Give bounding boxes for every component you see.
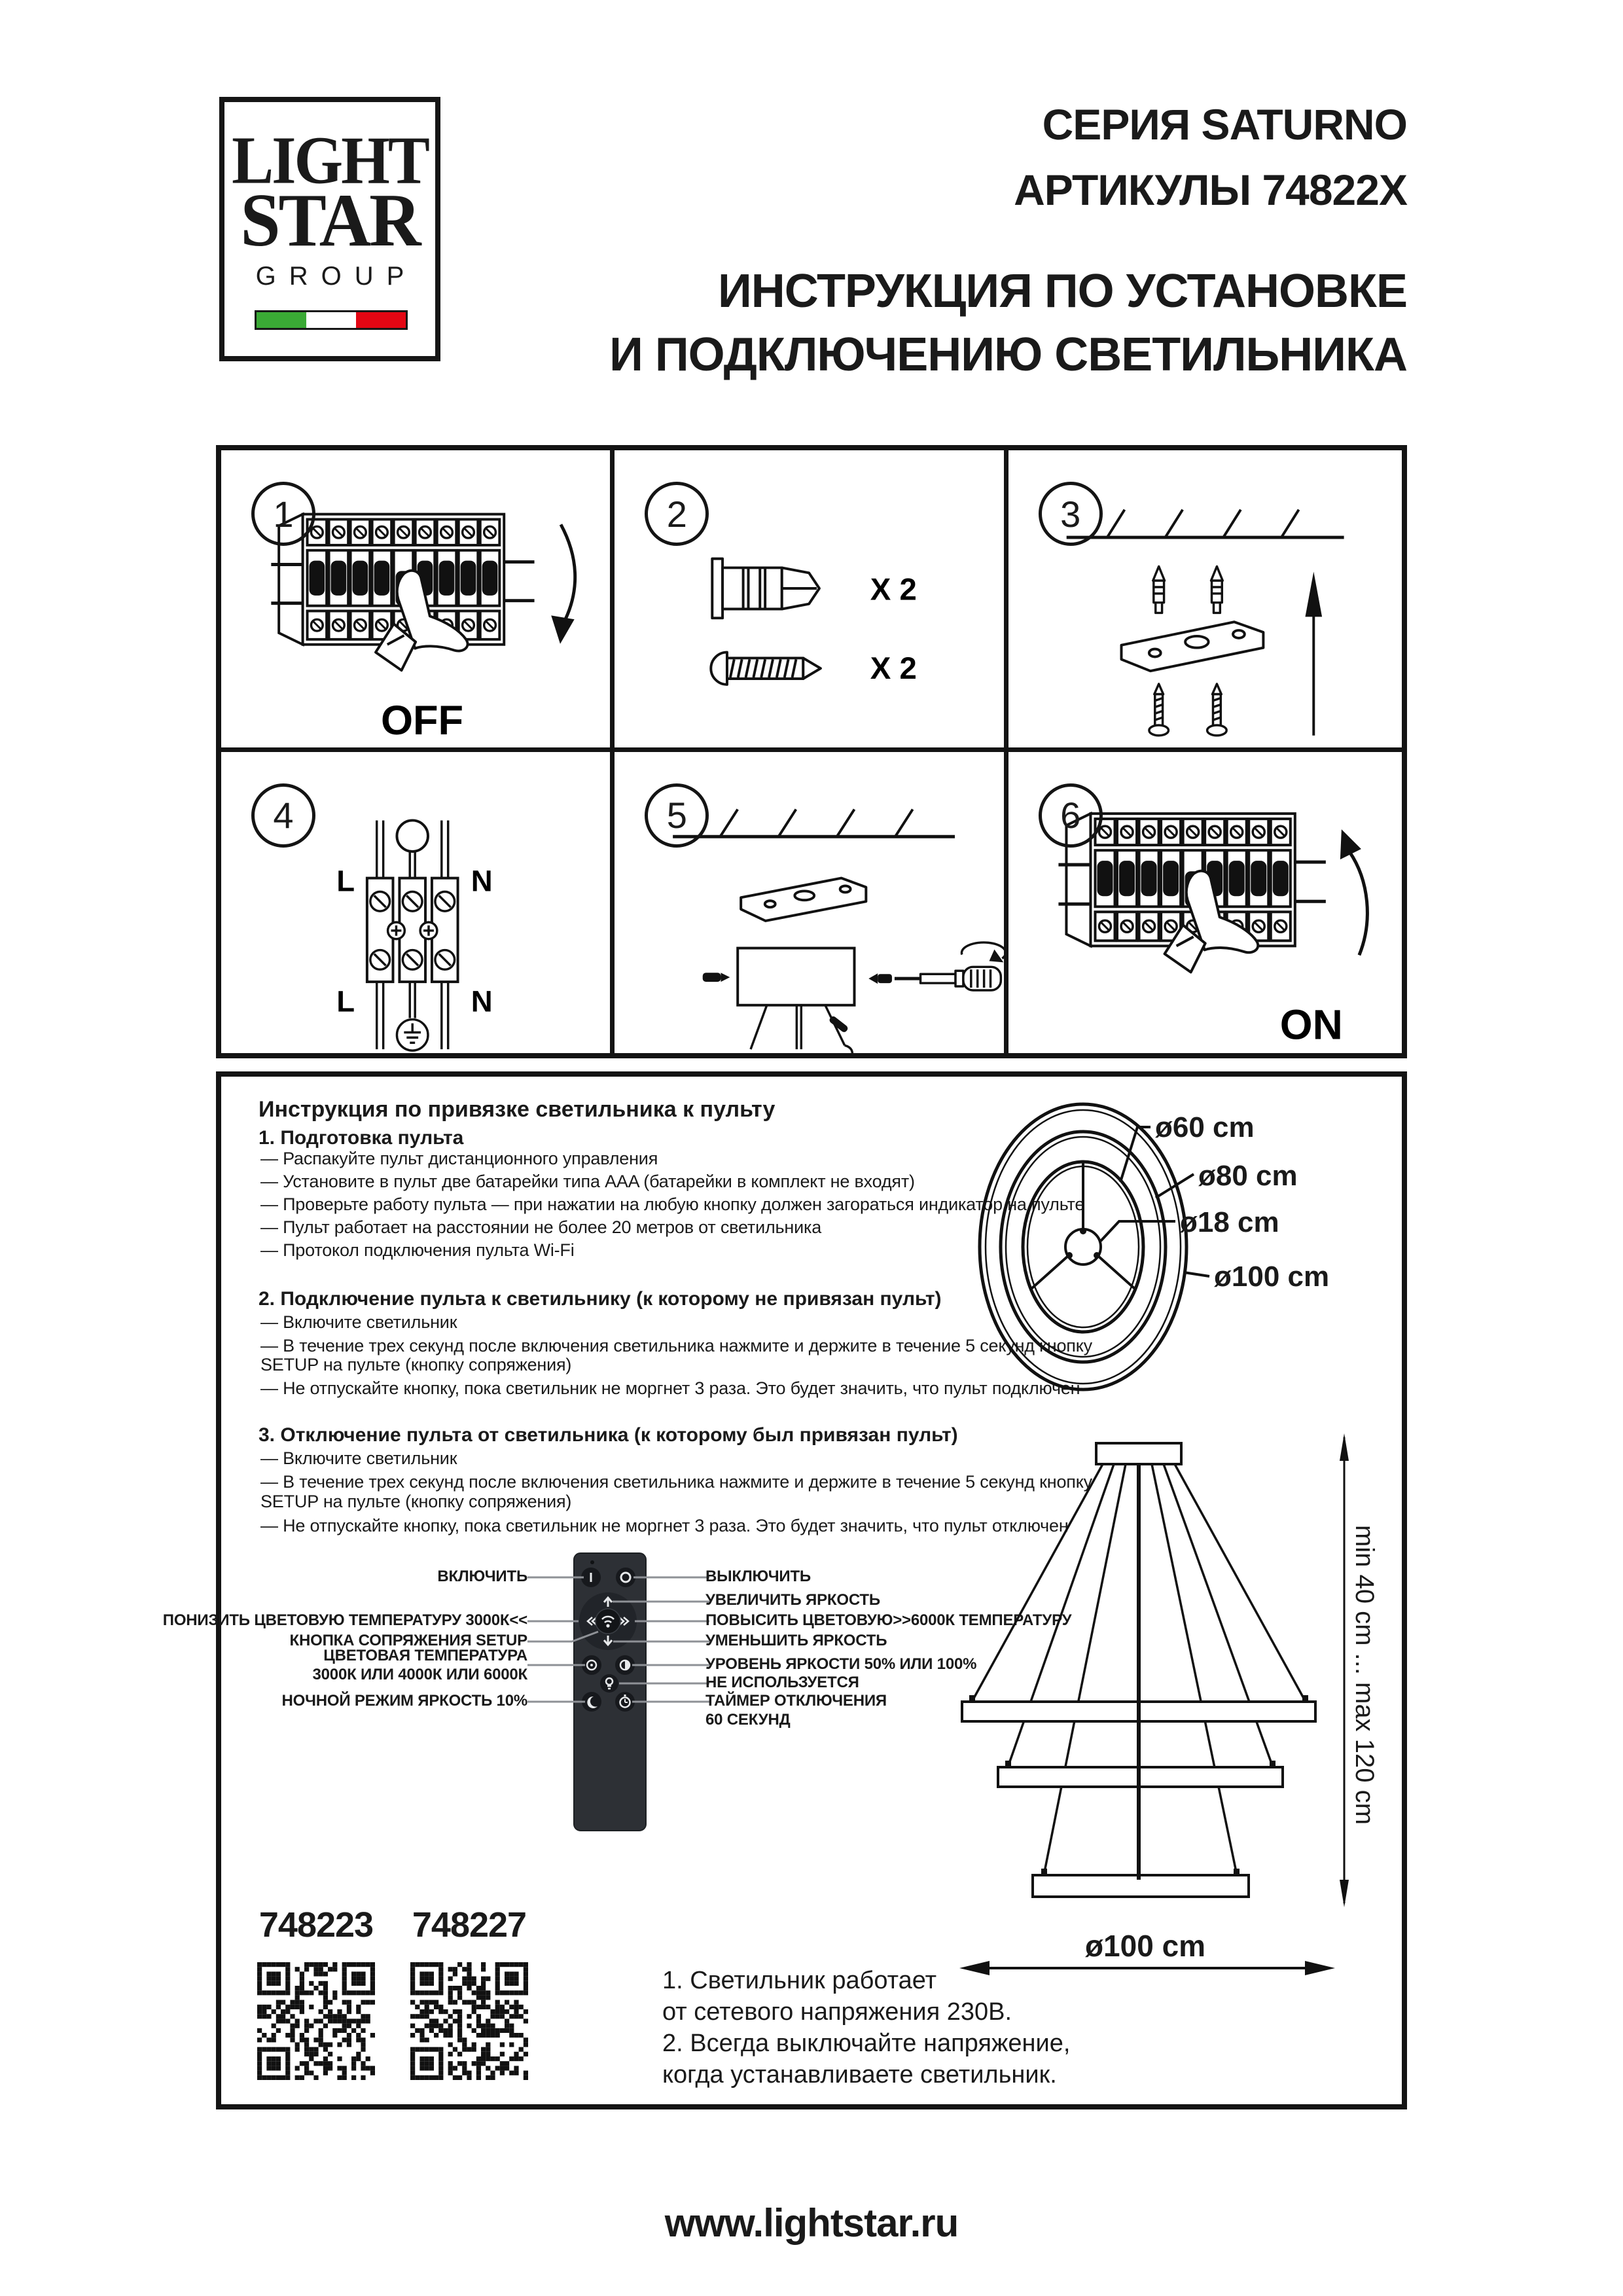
section-1-item: — Установите в пульт две батарейки типа AAA (батарейки в комплект не входят) xyxy=(260,1172,915,1191)
side-screw-left-icon xyxy=(703,973,730,982)
mounting-bracket-icon xyxy=(741,878,866,920)
side-screw-right-icon xyxy=(869,973,893,984)
on-label: ON xyxy=(1279,1000,1343,1048)
ring-diameter-100-label: ø100 cm xyxy=(1214,1261,1330,1293)
qr-code-748223 xyxy=(257,1962,375,2080)
ceiling-line xyxy=(673,809,955,836)
ring-diameter-18-label: ø18 cm xyxy=(1180,1206,1279,1238)
ring-diameter-80-label: ø80 cm xyxy=(1198,1160,1298,1192)
step-4-number: 4 xyxy=(251,783,315,848)
arrow-down-head xyxy=(551,615,574,643)
mounting-bracket-icon xyxy=(1121,622,1263,671)
section-2-item: — Не отпускайте кнопку, пока светильник не моргнет 3 раза. Это будет значить, что пульт подключен xyxy=(260,1378,1080,1398)
arrow-up-icon xyxy=(1349,852,1367,955)
ring-diameter-60-label: ø60 cm xyxy=(1155,1111,1255,1143)
rotation-arrow-head xyxy=(990,949,1004,962)
website-url: www.lightstar.ru xyxy=(664,2201,959,2245)
section-3-item: SETUP на пульте (кнопку сопряжения) xyxy=(260,1492,572,1511)
section-1-item: — Распакуйте пульт дистанционного управления xyxy=(260,1149,658,1168)
step-4-panel xyxy=(221,752,615,1054)
section-1-item: — Проверьте работу пульта — при нажатии на любую кнопку должен загораться индикатор на пульте xyxy=(260,1194,1085,1214)
step-5-number: 5 xyxy=(645,783,709,848)
article-number-748223: 748223 xyxy=(259,1905,374,1945)
remote-label-color-temperature-line2: 3000К ИЛИ 4000К ИЛИ 6000К xyxy=(312,1666,527,1683)
step-5-panel xyxy=(615,752,1008,1054)
flag-green xyxy=(257,312,306,328)
logo-word-light: LIGHT xyxy=(232,122,428,198)
step-2-panel xyxy=(615,450,1008,752)
remote-label-setup: КНОПКА СОПРЯЖЕНИЯ SETUP xyxy=(289,1632,527,1649)
note-line: от сетевого напряжения 230В. xyxy=(662,1998,1012,2026)
section-2-item: SETUP на пульте (кнопку сопряжения) xyxy=(260,1355,572,1374)
note-line: 1. Светильник работает xyxy=(662,1967,937,1994)
series-title: СЕРИЯ SATURNO xyxy=(1042,100,1407,149)
section-3-item: — Включите светильник xyxy=(260,1448,457,1468)
lightstar-logo xyxy=(219,97,440,361)
articles-title: АРТИКУЛЫ 74822X xyxy=(1014,166,1407,214)
flag-red xyxy=(356,312,406,328)
pendant-lamp-diagram xyxy=(942,1427,1361,1983)
off-label: OFF xyxy=(380,697,464,744)
step-6-number: 6 xyxy=(1039,783,1103,848)
ring-leader-lines xyxy=(1101,1127,1209,1276)
section-2-item: — Включите светильник xyxy=(260,1312,457,1332)
section-1-item: — Пульт работает на расстоянии не более 20 метров от светильника xyxy=(260,1217,822,1237)
arrow-up-head xyxy=(1305,571,1322,617)
terminal-l-bottom: L xyxy=(336,984,355,1018)
remote-label-brightness-up: УВЕЛИЧИТЬ ЯРКОСТЬ xyxy=(705,1591,880,1609)
screw-qty-label: X 2 xyxy=(870,651,918,686)
arrow-down-icon xyxy=(561,524,575,619)
anchor-qty-label: X 2 xyxy=(870,572,918,607)
canopy-box xyxy=(738,948,855,1005)
ground-symbol xyxy=(397,1019,428,1050)
step-3-panel xyxy=(1008,450,1402,752)
remote-label-brightness-level: УРОВЕНЬ ЯРКОСТИ 50% ИЛИ 100% xyxy=(705,1655,977,1673)
screw-icon xyxy=(711,653,821,685)
wall-anchor-icon xyxy=(713,559,820,619)
logo-word-star: STAR xyxy=(240,177,419,262)
screw-up-icon xyxy=(1149,684,1226,736)
note-line: 2. Всегда выключайте напряжение, xyxy=(662,2030,1071,2057)
page-title-line1: ИНСТРУКЦИЯ ПО УСТАНОВКЕ xyxy=(718,265,1407,317)
section-2-heading: 2. Подключение пульта к светильнику (к которому не привязан пульт) xyxy=(259,1288,942,1310)
step-1-number: 1 xyxy=(251,482,315,546)
article-number-748227: 748227 xyxy=(412,1905,527,1945)
terminal-n-top: N xyxy=(471,863,493,897)
section-2-item: — В течение трех секунд после включения светильника нажмите и держите в течение 5 секунд кнопку xyxy=(260,1336,1092,1355)
step-2-number: 2 xyxy=(645,482,709,546)
screwdriver-icon xyxy=(895,967,1001,990)
terminal-l-top: L xyxy=(336,863,355,897)
height-dimension-arrow xyxy=(1340,1433,1349,1907)
remote-leader-lines xyxy=(524,1564,713,1721)
section-3-item: — Не отпускайте кнопку, пока светильник не моргнет 3 раза. Это будет значить, что пульт отключен xyxy=(260,1516,1069,1535)
step-6-panel xyxy=(1008,752,1402,1054)
page-title-line2: И ПОДКЛЮЧЕНИЮ СВЕТИЛЬНИКА xyxy=(609,329,1407,381)
remote-label-temp-down: ПОНИЗИТЬ ЦВЕТОВУЮ ТЕМПЕРАТУРУ 3000К<< xyxy=(162,1611,527,1629)
remote-label-color-temperature xyxy=(313,1646,527,1684)
lamp-width-label: ø100 cm xyxy=(1084,1929,1206,1963)
step-1-panel xyxy=(221,450,615,752)
remote-label-temp-up: ПОВЫСИТЬ ЦВЕТОВУЮ>>6000К ТЕМПЕРАТУРУ xyxy=(705,1611,1072,1629)
suspension-cables xyxy=(751,1005,852,1053)
section-3-item: — В течение трех секунд после включения светильника нажмите и держите в течение 5 секунд кнопку xyxy=(260,1472,1092,1492)
remote-label-power-off: ВЫКЛЮЧИТЬ xyxy=(705,1568,811,1585)
anchor-up-icon xyxy=(1152,566,1222,613)
section-3-heading: 3. Отключение пульта от светильника (к которому был привязан пульт) xyxy=(259,1424,958,1446)
flag-white xyxy=(306,312,356,328)
remote-label-brightness-down: УМЕНЬШИТЬ ЯРКОСТЬ xyxy=(705,1632,887,1649)
remote-label-power-on: ВКЛЮЧИТЬ xyxy=(437,1568,527,1585)
pairing-title: Инструкция по привязке светильника к пульту xyxy=(259,1097,776,1122)
terminal-n-bottom: N xyxy=(471,984,493,1018)
ceiling-canopy xyxy=(1096,1443,1181,1464)
installation-steps-grid xyxy=(216,445,1407,1058)
remote-label-timer xyxy=(705,1691,887,1729)
ceiling-line xyxy=(1066,510,1344,537)
qr-code-748227 xyxy=(410,1962,528,2080)
remote-label-timer-line1: ТАЙМЕР ОТКЛЮЧЕНИЯ xyxy=(705,1692,887,1710)
step-3-number: 3 xyxy=(1039,482,1103,546)
lamp-wire-circle xyxy=(397,820,428,852)
note-line: когда устанавливаете светильник. xyxy=(662,2061,1057,2089)
italian-flag-stripe xyxy=(255,310,408,330)
safety-notes xyxy=(662,1965,1070,2090)
lamp-height-label: min 40 cm ... max 120 cm xyxy=(1350,1525,1379,1825)
logo-word-group: GROUP xyxy=(255,262,418,291)
remote-label-night-mode: НОЧНОЙ РЕЖИМ ЯРКОСТЬ 10% xyxy=(281,1692,527,1710)
remote-label-timer-line2: 60 СЕКУНД xyxy=(705,1711,791,1729)
remote-label-color-temperature-line1: ЦВЕТОВАЯ ТЕМПЕРАТУРА xyxy=(323,1647,527,1664)
section-1-heading: 1. Подготовка пульта xyxy=(259,1127,464,1149)
remote-label-unused: НЕ ИСПОЛЬЗУЕТСЯ xyxy=(705,1674,859,1691)
section-1-item: — Протокол подключения пульта Wi-Fi xyxy=(260,1240,575,1260)
